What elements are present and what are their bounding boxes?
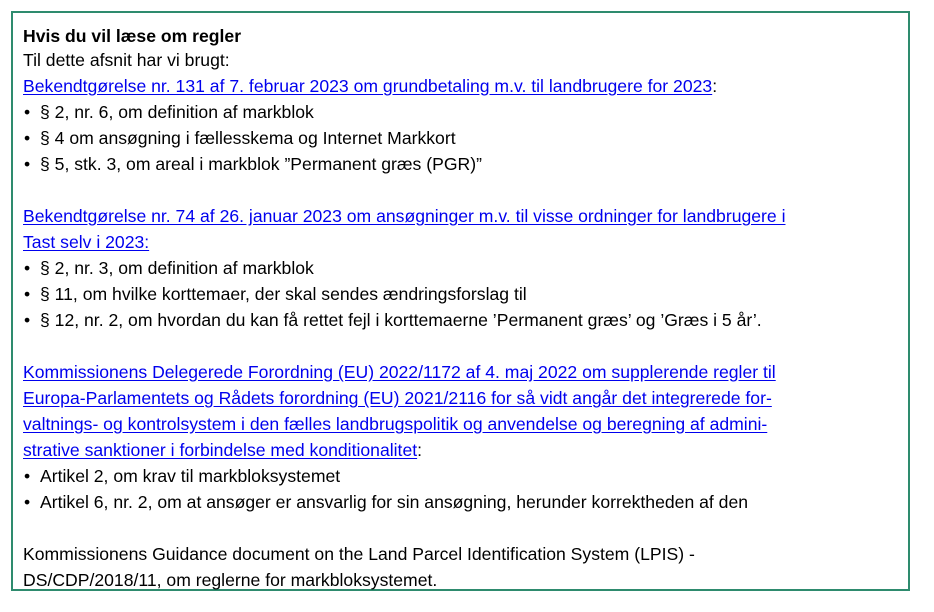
- section-1: [23, 73, 900, 177]
- link-line: Bekendtgørelse nr. 74 af 26. januar 2023 om ansøgninger m.v. til visse ordninger for landbrugere i: [23, 206, 786, 226]
- list-item: • Artikel 6, nr. 2, om at ansøger er ansvarlig for sin ansøgning, herunder korrektheden af den: [23, 489, 900, 515]
- section-2: [23, 203, 900, 333]
- link-line: strative sanktioner i forbindelse med konditionalitet: [23, 440, 418, 460]
- closing-paragraph: [23, 541, 900, 593]
- bekendtgoerelse-131-link[interactable]: Bekendtgørelse nr. 131 af 7. februar 2023 om grundbetaling m.v. til landbrugere for 2023: [23, 76, 713, 96]
- section-1-list: [23, 99, 900, 177]
- section-3-suffix: :: [417, 440, 423, 460]
- link-line: Tast selv i 2023:: [23, 232, 150, 252]
- spacer: [23, 177, 900, 203]
- rules-info-box: [11, 11, 910, 591]
- list-item: • § 11, om hvilke korttemaer, der skal sendes ændringsforslag til: [23, 281, 900, 307]
- link-line: Europa-Parlamentets og Rådets forordning (EU) 2021/2116 for så vidt angår det integrerede for-: [23, 388, 772, 408]
- link-line: valtnings- og kontrolsystem i den fælles landbrugspolitik og anvendelse og beregning af admini-: [23, 414, 768, 434]
- section-3: [23, 359, 900, 515]
- list-item: • Artikel 2, om krav til markbloksystemet: [23, 463, 900, 489]
- list-item: • § 4 om ansøgning i fællesskema og Internet Markkort: [23, 125, 900, 151]
- section-2-title: [23, 203, 900, 255]
- link-line: Kommissionens Delegerede Forordning (EU) 2022/1172 af 4. maj 2022 om supplerende regler til: [23, 362, 776, 382]
- list-item: • § 5, stk. 3, om areal i markblok ”Permanent græs (PGR)”: [23, 151, 900, 177]
- intro-text: Til dette afsnit har vi brugt:: [23, 50, 230, 70]
- section-3-title: [23, 359, 900, 463]
- closing-line: DS/CDP/2018/11, om reglerne for markbloksystemet.: [23, 570, 438, 590]
- section-1-suffix: :: [712, 76, 718, 96]
- section-1-title: [23, 73, 900, 99]
- spacer: [23, 515, 900, 541]
- spacer: [23, 333, 900, 359]
- list-item: • § 2, nr. 3, om definition af markblok: [23, 255, 900, 281]
- bekendtgoerelse-74-link[interactable]: [23, 206, 786, 252]
- section-3-list: [23, 463, 900, 515]
- closing-line: Kommissionens Guidance document on the Land Parcel Identification System (LPIS) -: [23, 544, 695, 564]
- rules-content: [23, 25, 900, 593]
- list-item: • § 12, nr. 2, om hvordan du kan få rettet fejl i korttemaerne ’Permanent græs’ og ’Græs i 5 år’.: [23, 307, 900, 333]
- kommissionens-forordning-link[interactable]: [23, 362, 776, 460]
- section-2-list: [23, 255, 900, 333]
- box-heading: Hvis du vil læse om regler: [23, 26, 242, 46]
- list-item: • § 2, nr. 6, om definition af markblok: [23, 99, 900, 125]
